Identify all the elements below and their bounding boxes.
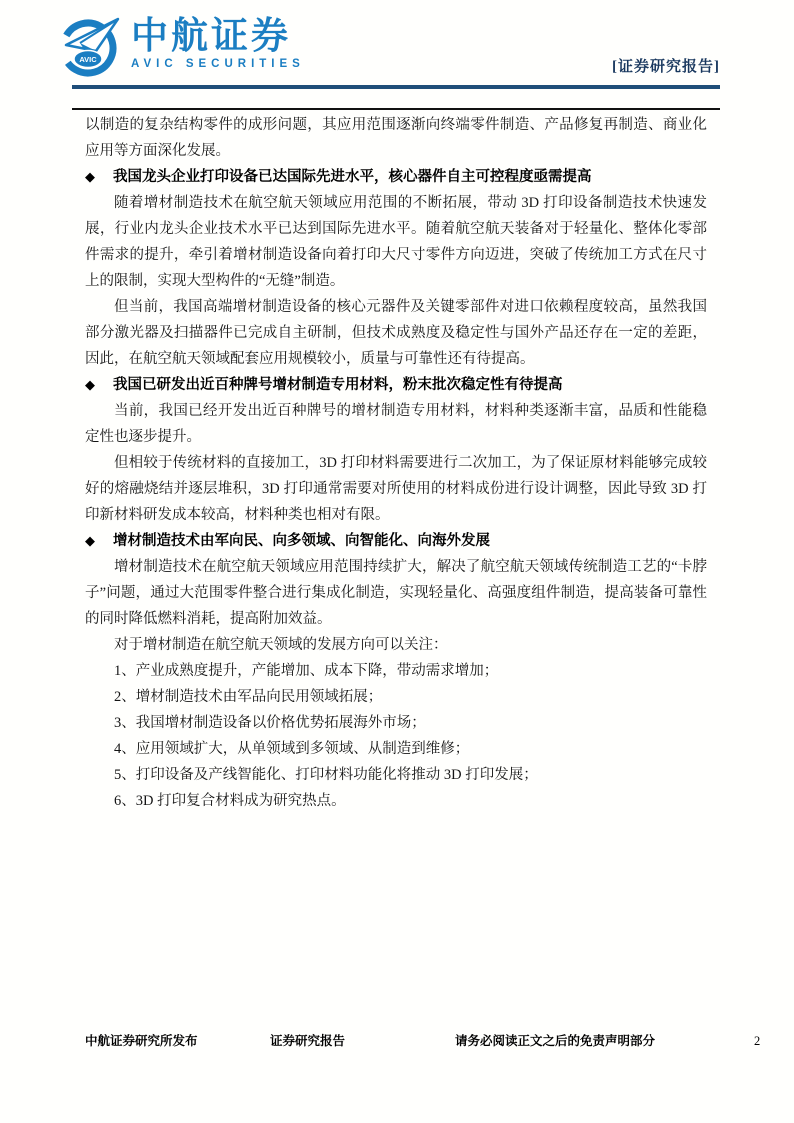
brand-name-en: AVIC SECURITIES xyxy=(131,58,305,70)
brand-text xyxy=(131,16,305,70)
list-item: 4、应用领域扩大，从单领域到多领域、从制造到维修； xyxy=(114,741,470,757)
footer-page-number: 2 xyxy=(754,1034,761,1048)
section-heading-text: 我国龙头企业打印设备已达国际先进水平，核心器件自主可控程度亟需提高 xyxy=(113,169,592,185)
header-rule-navy xyxy=(72,85,720,89)
section-heading xyxy=(85,372,707,398)
page-header xyxy=(57,16,720,82)
list-item: 1、产业成熟度提升，产能增加、成本下降，带动需求增加； xyxy=(114,663,499,679)
paragraph: 随着增材制造技术在航空航天领域应用范围的不断拓展，带动 3D 打印设备制造技术快速发展，行业内龙头企业技术水平已达到国际先进水平。随着航空航天装备对于轻量化、整体化零部件需求的提升，牵引着增材制造设备向着打印大尺寸零件方向迈进，突破了传统加工方式在尺寸上的限制，实现大型构件的“无缝”制造。 xyxy=(85,195,707,289)
list-item: 5、打印设备及产线智能化、打印材料功能化将推动 3D 打印发展； xyxy=(114,767,538,783)
intro-paragraph: 以制造的复杂结构零件的成形问题，其应用范围逐渐向终端零件制造、产品修复再制造、商业化应用等方面深化发展。 xyxy=(85,117,707,159)
footer-disclaimer: 请务必阅读正文之后的免责声明部分 xyxy=(455,1034,656,1048)
diamond-bullet-icon: ◆ xyxy=(85,377,95,392)
diamond-bullet-icon: ◆ xyxy=(85,169,95,184)
paragraph: 对于增材制造在航空航天领域的发展方向可以关注： xyxy=(114,637,448,653)
section-heading-text: 增材制造技术由军向民、向多领域、向智能化、向海外发展 xyxy=(113,533,490,549)
list-item: 2、增材制造技术由军品向民用领域拓展； xyxy=(114,689,383,705)
diamond-bullet-icon: ◆ xyxy=(85,533,95,548)
report-body xyxy=(72,112,720,814)
section-heading xyxy=(85,164,707,190)
brand-name-cn: 中航证券 xyxy=(131,15,291,56)
paragraph: 当前，我国已经开发出近百种牌号的增材制造专用材料，材料种类逐渐丰富，品质和性能稳定性也逐步提升。 xyxy=(85,403,707,445)
section-heading-text: 我国已研发出近百种牌号增材制造专用材料，粉末批次稳定性有待提高 xyxy=(113,377,563,393)
paragraph: 但当前，我国高端增材制造设备的核心元器件及关键零部件对进口依赖程度较高，虽然我国部分激光器及扫描器件已完成自主研制，但技术成熟度及稳定性与国外产品还存在一定的差距，因此，在航空航天领域配套应用规模较小，质量与可靠性还有待提高。 xyxy=(85,299,707,367)
page-footer xyxy=(72,1028,774,1054)
list-item: 6、3D 打印复合材料成为研究热点。 xyxy=(114,793,346,809)
list-item: 3、我国增材制造设备以价格优势拓展海外市场； xyxy=(114,715,426,731)
report-type-tag: [证券研究报告] xyxy=(612,59,720,75)
footer-publisher: 中航证券研究所发布 xyxy=(85,1034,198,1048)
paragraph: 增材制造技术在航空航天领域应用范围持续扩大，解决了航空航天领域传统制造工艺的“卡脖子”问题，通过大范围零件整合进行集成化制造，实现轻量化、高强度组件制造，提高装备可靠性的同时降低燃料消耗，提高附加效益。 xyxy=(85,559,707,627)
header-rule-black xyxy=(72,108,720,110)
avic-logo-badge-text: AVIC xyxy=(79,55,97,64)
footer-doc-type: 证券研究报告 xyxy=(270,1034,346,1048)
paragraph: 但相较于传统材料的直接加工，3D 打印材料需要进行二次加工，为了保证原材料能够完成较好的熔融烧结并逐层堆积，3D 打印通常需要对所使用的材料成份进行设计调整，因此导致 3D 打印新材料研发成本较高，材料种类也相对有限。 xyxy=(85,455,707,523)
section-heading xyxy=(85,528,707,554)
avic-logo-icon xyxy=(57,16,121,78)
